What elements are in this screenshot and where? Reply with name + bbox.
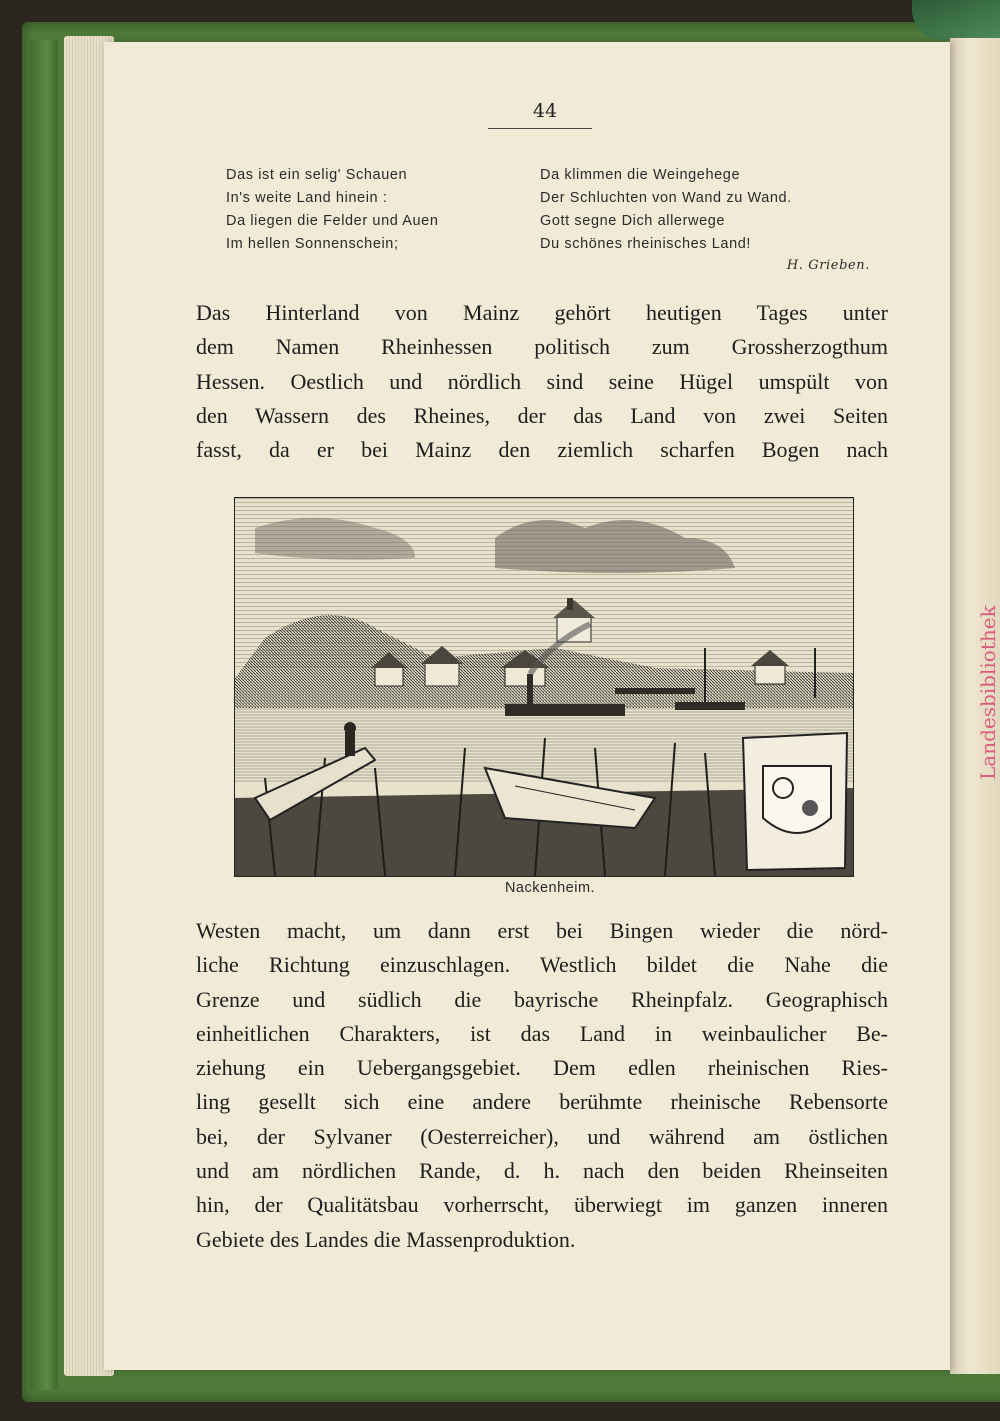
text-line: einheitlichen Charakters, ist das Land in weinbaulicher Be- [196, 1020, 888, 1046]
text-line: bei, der Sylvaner (Oesterreicher), und während am östlichen [196, 1123, 888, 1149]
poem-line: Du schönes rheinisches Land! [540, 236, 752, 252]
text-line: fasst, da er bei Mainz den ziemlich scharfen Bogen nach [196, 437, 888, 463]
poem-left-stanza [226, 164, 438, 256]
library-stamp: Landesbibliothek [976, 605, 1000, 780]
text-line: Grenze und südlich die bayrische Rheinpfalz. Geographisch [196, 986, 888, 1012]
body-paragraph-1 [196, 296, 888, 467]
engraving-illustration [234, 497, 854, 877]
text-line: hin, der Qualitätsbau vorherrscht, überwiegt im ganzen inneren [196, 1192, 888, 1218]
text-line: und am nördlichen Rande, d. h. nach den beiden Rheinseiten [196, 1158, 888, 1184]
poem-line: In's weite Land hinein : [226, 190, 388, 206]
coat-of-arms [743, 733, 847, 870]
text-line: Das Hinterland von Mainz gehört heutigen Tages unter [196, 300, 888, 325]
page-number: 44 [532, 100, 558, 122]
book-spine [30, 40, 58, 1390]
text-line: den Wassern des Rheines, der das Land von zwei Seiten [196, 402, 888, 428]
page-number-rule [488, 128, 592, 129]
text-line: dem Namen Rheinhessen politisch zum Grossherzogthum [196, 334, 888, 360]
poem-line: Da liegen die Felder und Auen [226, 213, 439, 229]
body-paragraph-2 [196, 914, 888, 1257]
poem-line: Das ist ein selig' Schauen [226, 167, 408, 183]
bookmark-ribbon [912, 0, 1000, 40]
text-line: Westen macht, um dann erst bei Bingen wieder die nörd- [196, 918, 888, 943]
text-line: Gebiete des Landes die Massenproduktion. [196, 1226, 576, 1252]
poem-line: Im hellen Sonnenschein; [226, 236, 399, 252]
poem-author: H. Grieben. [786, 258, 870, 273]
poem-line: Da klimmen die Weingehege [540, 167, 741, 183]
poem-line: Der Schluchten von Wand zu Wand. [540, 190, 792, 206]
text-line: ziehung ein Uebergangsgebiet. Dem edlen rheinischen Ries- [196, 1055, 888, 1081]
text-line: ling gesellt sich eine andere berühmte rheinische Rebensorte [196, 1089, 888, 1115]
poem-line: Gott segne Dich allerwege [540, 213, 726, 229]
text-line: Hessen. Oestlich und nördlich sind seine Hügel umspült von [196, 368, 888, 394]
text-line: liche Richtung einzuschlagen. Westlich bildet die Nahe die [196, 952, 888, 978]
poem-right-stanza [540, 164, 792, 256]
figure-caption: Nackenheim. [504, 880, 596, 896]
